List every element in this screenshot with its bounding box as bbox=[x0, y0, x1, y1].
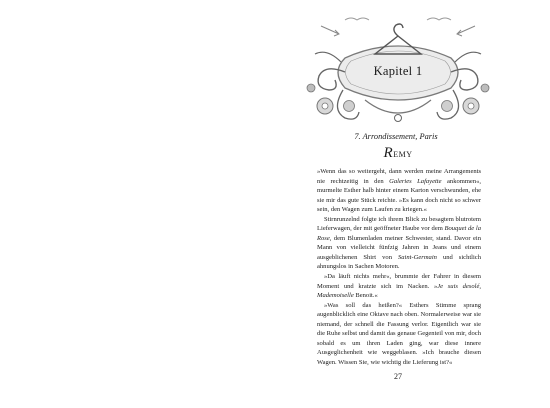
italic-run: Saint-Germain bbox=[398, 253, 437, 261]
text-run: und sichtlich ahnungslos in Sachen Motoren. bbox=[317, 253, 481, 271]
italic-run: Bouquet de la Rose bbox=[317, 225, 481, 242]
paragraph bbox=[317, 272, 481, 301]
text-run: »Da läuft nichts mehr«, brummte der Fahrer in diesem Moment und kratzte sich im Nacken. » bbox=[317, 273, 481, 290]
text-run: Stirnrunzelnd folgte ich ihrem Blick zu besagtem blutrotem Lieferwagen, der mit geöffneter Haube vor dem bbox=[317, 215, 481, 233]
paragraph bbox=[317, 215, 481, 272]
text-run: ankommen«, murmelte Esther halb hinter einem Karton verschwunden, ehe sie mir das gute Stück reichte. »Es kann doch nicht so schwer sein, den Wagen zum Laufen zu kriegen.« bbox=[317, 177, 482, 214]
body-text bbox=[317, 167, 481, 367]
text-run: , dem Blumenladen meiner Schwester, stand. Davor ein Mann von vielleicht fünfzig Jahren in Jeans und einem ausgeblichenen Shirt von bbox=[317, 234, 481, 261]
chapter-location: 7. Arrondissement, Paris bbox=[354, 132, 438, 141]
paragraph bbox=[317, 301, 481, 368]
italic-run: Je suis desolé, Mademoiselle bbox=[317, 282, 481, 300]
text-run: »Was soll das heißen?« Esthers Stimme sprang augenblicklich eine Oktave nach oben. Normalerweise war sie niemand, der schnell die Fassung verlor. Eigentlich war sie die Ruhe selbst und damit das genaue Gegenteil von mir, doch sobald es um ihren Laden ging, war diese innere Ausgeglichenheit wie weggeblasen. »Ich brauche diesen Wagen. Wissen Sie, wie wichtig die Lieferung ist?« bbox=[317, 301, 481, 366]
pov-character: Remy bbox=[383, 145, 413, 161]
chapter-title: Kapitel 1 bbox=[373, 64, 423, 78]
italic-run: Galeries Lafayette bbox=[389, 177, 442, 185]
text-run: Benoit.« bbox=[353, 292, 378, 300]
page-number: 27 bbox=[394, 372, 402, 381]
paragraph bbox=[317, 167, 481, 215]
text-run: »Wenn das so weitergeht, dann werden meine Arrangements nie rechtzeitig in den bbox=[317, 168, 481, 185]
